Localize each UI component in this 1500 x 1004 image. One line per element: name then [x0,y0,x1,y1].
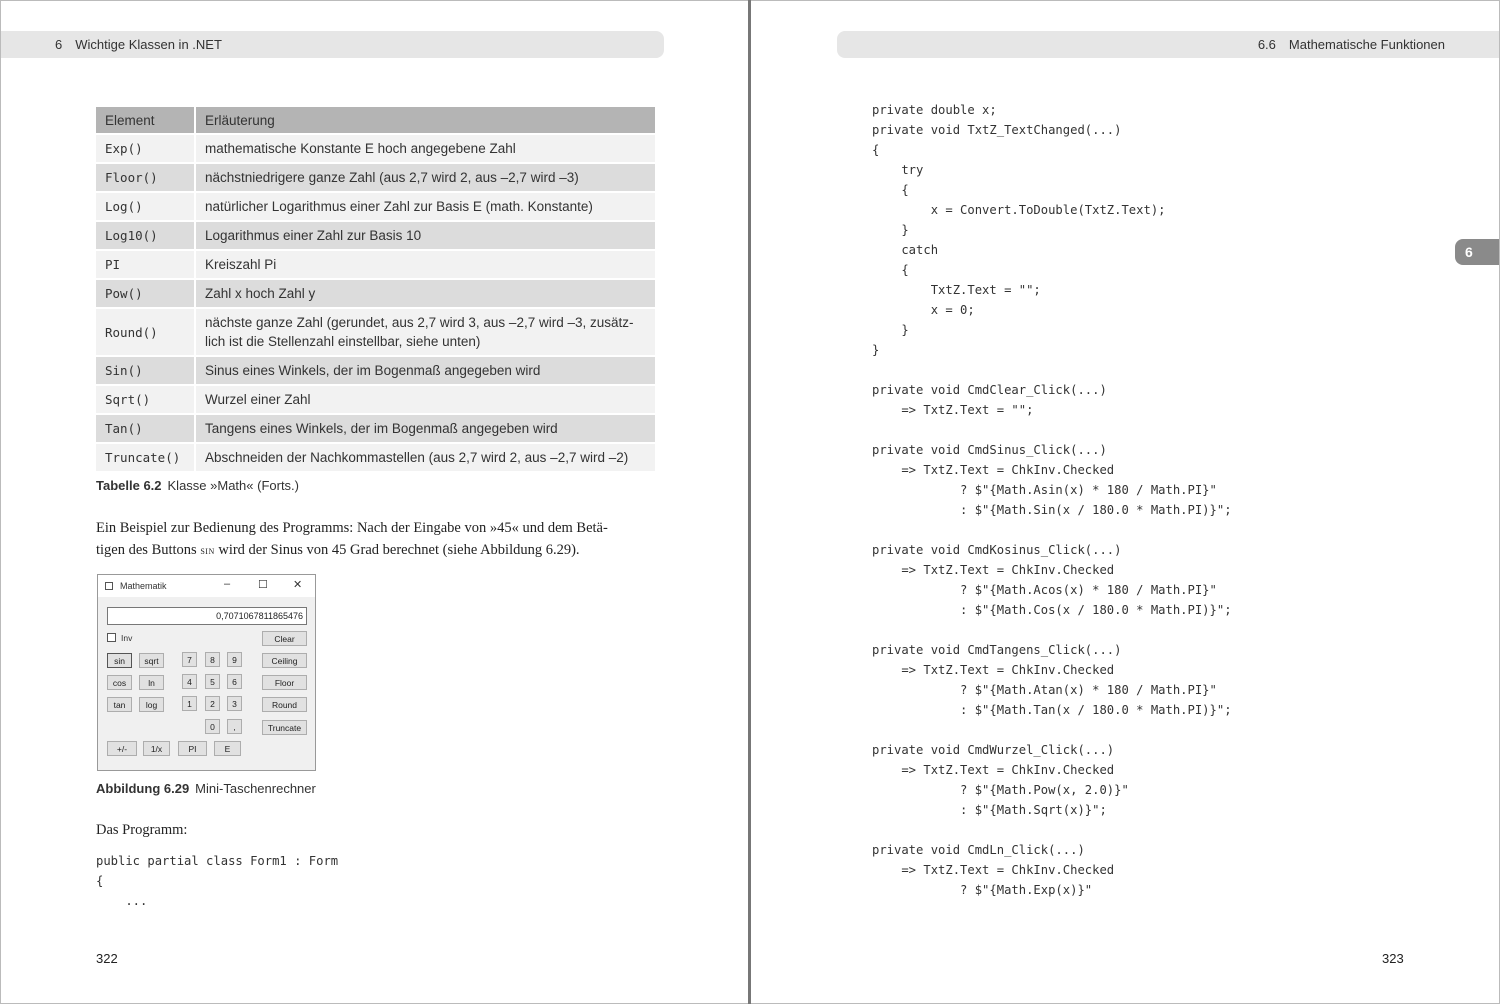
table-row [96,280,655,307]
code-listing-right: private double x; private void TxtZ_TextChanged(...) { try { x = Convert.ToDouble(TxtZ.Text); } catch { TxtZ.Text = ""; x = 0; } } private void CmdClear_Click(...) => TxtZ.Text = ""; private void CmdSinus_Click(...) => TxtZ.Text = ChkInv.Checked ? $"{Math.Asin(x) * 180 / Math.PI}" : $"{Math.Sin(x / 180.0 * Math.PI)}"; private void CmdKosinus_Click(...) => TxtZ.Text = ChkInv.Checked ? $"{Math.Acos(x) * 180 / Math.PI}" : $"{Math.Cos(x / 180.0 * Math.PI)}"; private void CmdTangens_Click(...) => TxtZ.Text = ChkInv.Checked ? $"{Math.Atan(x) * 180 / Math.PI}" : $"{Math.Tan(x / 180.0 * Math.PI)}"; private void CmdWurzel_Click(...) => TxtZ.Text = ChkInv.Checked ? $"{Math.Pow(x, 2.0)}" : $"{Math.Sqrt(x)}"; private void CmdLn_Click(...) => TxtZ.Text = ChkInv.Checked ? $"{Math.Exp(x)}" [872,103,1232,897]
section-title: Mathematische Funktionen [1288,37,1445,52]
sign-button[interactable]: +/- [107,741,137,756]
page-number-right: 323 [1382,951,1404,966]
explanation-cell: Kreiszahl Pi [196,251,655,278]
ln-button[interactable]: ln [139,675,164,690]
math-class-table [96,105,655,473]
sin-button[interactable]: sin [107,653,132,668]
element-cell: Tan() [96,415,196,442]
running-header-right [837,31,1500,58]
table-header-row [96,107,655,133]
app-icon [105,582,113,590]
table-caption-text: Klasse »Math« (Forts.) [167,478,300,493]
element-cell: PI [96,251,196,278]
table-row [96,135,655,162]
figure-caption-text: Mini-Taschenrechner [195,781,316,796]
column-header-element: Element [96,107,196,133]
button-name-smallcaps: sin [200,543,215,557]
window-title: Mathematik [120,581,167,591]
calculator-titlebar [98,575,315,597]
digit-7-button[interactable]: 7 [182,652,197,667]
table-row [96,415,655,442]
e-button[interactable]: E [214,741,241,756]
figure-caption [96,781,316,796]
element-cell: Sin() [96,357,196,384]
chapter-thumb-tab: 6 [1455,239,1499,265]
element-cell: Sqrt() [96,386,196,413]
table-row [96,386,655,413]
result-display[interactable]: 0,7071067811865476 [107,607,307,625]
element-cell: Round() [96,309,196,355]
digit-1-button[interactable]: 1 [182,696,197,711]
pi-button[interactable]: PI [178,741,207,756]
explanation-cell: Abschneiden der Nachkommastellen (aus 2,7 wird 2, aus –2,7 wird –2) [196,444,655,471]
reciprocal-button[interactable]: 1/x [143,741,170,756]
code-listing-left: public partial class Form1 : Form { ... [96,854,339,908]
floor-button[interactable]: Floor [262,675,307,690]
element-cell: Pow() [96,280,196,307]
example-paragraph [96,517,656,561]
page-number-left: 322 [96,951,118,966]
explanation-cell: natürlicher Logarithmus einer Zahl zur Basis E (math. Konstante) [196,193,655,220]
table-row [96,251,655,278]
paragraph-line-2 [96,539,656,561]
maximize-icon[interactable]: ☐ [258,579,268,591]
round-button[interactable]: Round [262,697,307,712]
ceiling-button[interactable]: Ceiling [262,653,307,668]
program-intro: Das Programm: [96,822,188,838]
chapter-title: Wichtige Klassen in .NET [75,37,222,52]
paragraph-text: tigen des Buttons [96,542,201,558]
explanation-cell: nächstniedrigere ganze Zahl (aus 2,7 wird 2, aus –2,7 wird –3) [196,164,655,191]
paragraph-line-1: Ein Beispiel zur Bedienung des Programms: Nach der Eingabe von »45« und dem Betä- [96,520,608,536]
clear-button[interactable]: Clear [262,631,307,646]
table-row [96,164,655,191]
digit-6-button[interactable]: 6 [227,674,242,689]
explanation-line-2: lich ist die Stellenzahl einstellbar, siehe unten) [205,334,481,349]
inv-checkbox[interactable] [107,633,116,642]
element-cell: Log10() [96,222,196,249]
right-page [751,0,1500,1004]
calculator-window [97,574,316,771]
digit-8-button[interactable]: 8 [205,652,220,667]
left-page [0,0,749,1004]
running-header-left [1,31,664,58]
table-caption-label: Tabelle 6.2 [96,478,162,493]
explanation-cell: Logarithmus einer Zahl zur Basis 10 [196,222,655,249]
element-cell: Log() [96,193,196,220]
element-cell: Truncate() [96,444,196,471]
minimize-icon[interactable]: – [224,578,231,590]
digit-5-button[interactable]: 5 [205,674,220,689]
digit-0-button[interactable]: 0 [205,719,220,734]
cos-button[interactable]: cos [107,675,132,690]
explanation-cell: Wurzel einer Zahl [196,386,655,413]
digit-4-button[interactable]: 4 [182,674,197,689]
paragraph-text: wird der Sinus von 45 Grad berechnet (siehe Abbildung 6.29). [214,542,580,558]
table-row [96,222,655,249]
sqrt-button[interactable]: sqrt [139,653,164,668]
column-header-explanation: Erläuterung [196,107,655,133]
table-row [96,357,655,384]
explanation-cell: mathematische Konstante E hoch angegebene Zahl [196,135,655,162]
table-row [96,444,655,471]
element-cell: Floor() [96,164,196,191]
explanation-cell: Tangens eines Winkels, der im Bogenmaß angegeben wird [196,415,655,442]
explanation-cell [196,309,655,355]
explanation-cell: Sinus eines Winkels, der im Bogenmaß angegeben wird [196,357,655,384]
element-cell: Exp() [96,135,196,162]
inv-label: Inv [121,633,133,643]
section-number: 6.6 [1257,37,1276,52]
comma-button[interactable]: , [227,719,242,734]
figure-caption-label: Abbildung 6.29 [96,781,190,796]
table-row [96,309,655,355]
table-caption [96,478,299,493]
chapter-number: 6 [55,37,63,52]
truncate-button[interactable]: Truncate [262,720,307,735]
close-icon[interactable]: ✕ [293,579,303,591]
explanation-line-1: nächste ganze Zahl (gerundet, aus 2,7 wird 3, aus –2,7 wird –3, zusätz- [205,315,634,330]
table-row [96,193,655,220]
digit-2-button[interactable]: 2 [205,696,220,711]
log-button[interactable]: log [139,697,164,712]
digit-9-button[interactable]: 9 [227,652,242,667]
tan-button[interactable]: tan [107,697,132,712]
explanation-cell: Zahl x hoch Zahl y [196,280,655,307]
digit-3-button[interactable]: 3 [227,696,242,711]
